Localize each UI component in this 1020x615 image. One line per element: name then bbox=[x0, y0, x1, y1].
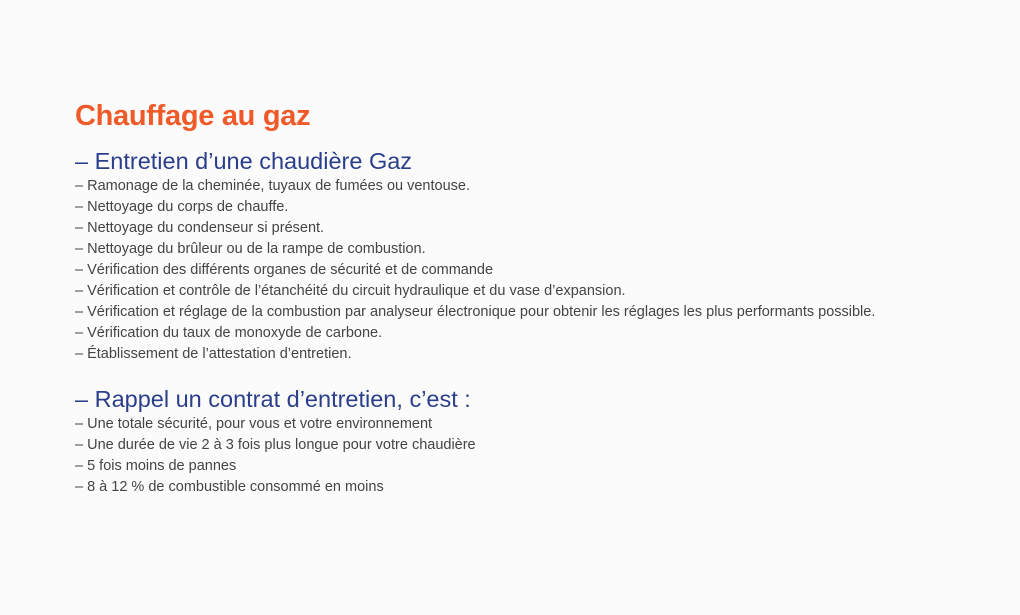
maintenance-item: – Nettoyage du corps de chauffe. bbox=[75, 199, 289, 215]
maintenance-item: – Vérification et réglage de la combustion par analyseur électronique pour obtenir les réglages les plus performants possible. bbox=[75, 304, 876, 320]
maintenance-item: – Nettoyage du brûleur ou de la rampe de combustion. bbox=[75, 241, 426, 257]
maintenance-item: – Vérification du taux de monoxyde de carbone. bbox=[75, 325, 383, 341]
contract-heading: – Rappel un contrat d’entretien, c’est : bbox=[75, 386, 471, 412]
maintenance-list bbox=[75, 176, 995, 365]
contract-item: – 8 à 12 % de combustible consommé en moins bbox=[75, 479, 384, 495]
maintenance-item: – Nettoyage du condenseur si présent. bbox=[75, 220, 325, 236]
contract-item: – Une durée de vie 2 à 3 fois plus longue pour votre chaudière bbox=[75, 437, 476, 453]
content-section bbox=[75, 98, 995, 498]
maintenance-item: – Établissement de l’attestation d’entretien. bbox=[75, 346, 352, 362]
contract-item: – 5 fois moins de pannes bbox=[75, 458, 237, 474]
contract-item: – Une totale sécurité, pour vous et votre environnement bbox=[75, 416, 433, 432]
contract-list bbox=[75, 414, 995, 498]
maintenance-heading: – Entretien d’une chaudière Gaz bbox=[75, 148, 413, 174]
page-title: Chauffage au gaz bbox=[75, 100, 311, 132]
maintenance-item: – Vérification des différents organes de sécurité et de commande bbox=[75, 262, 494, 278]
maintenance-item: – Ramonage de la cheminée, tuyaux de fumées ou ventouse. bbox=[75, 178, 470, 194]
maintenance-item: – Vérification et contrôle de l’étanchéité du circuit hydraulique et du vase d’expansion. bbox=[75, 283, 626, 299]
